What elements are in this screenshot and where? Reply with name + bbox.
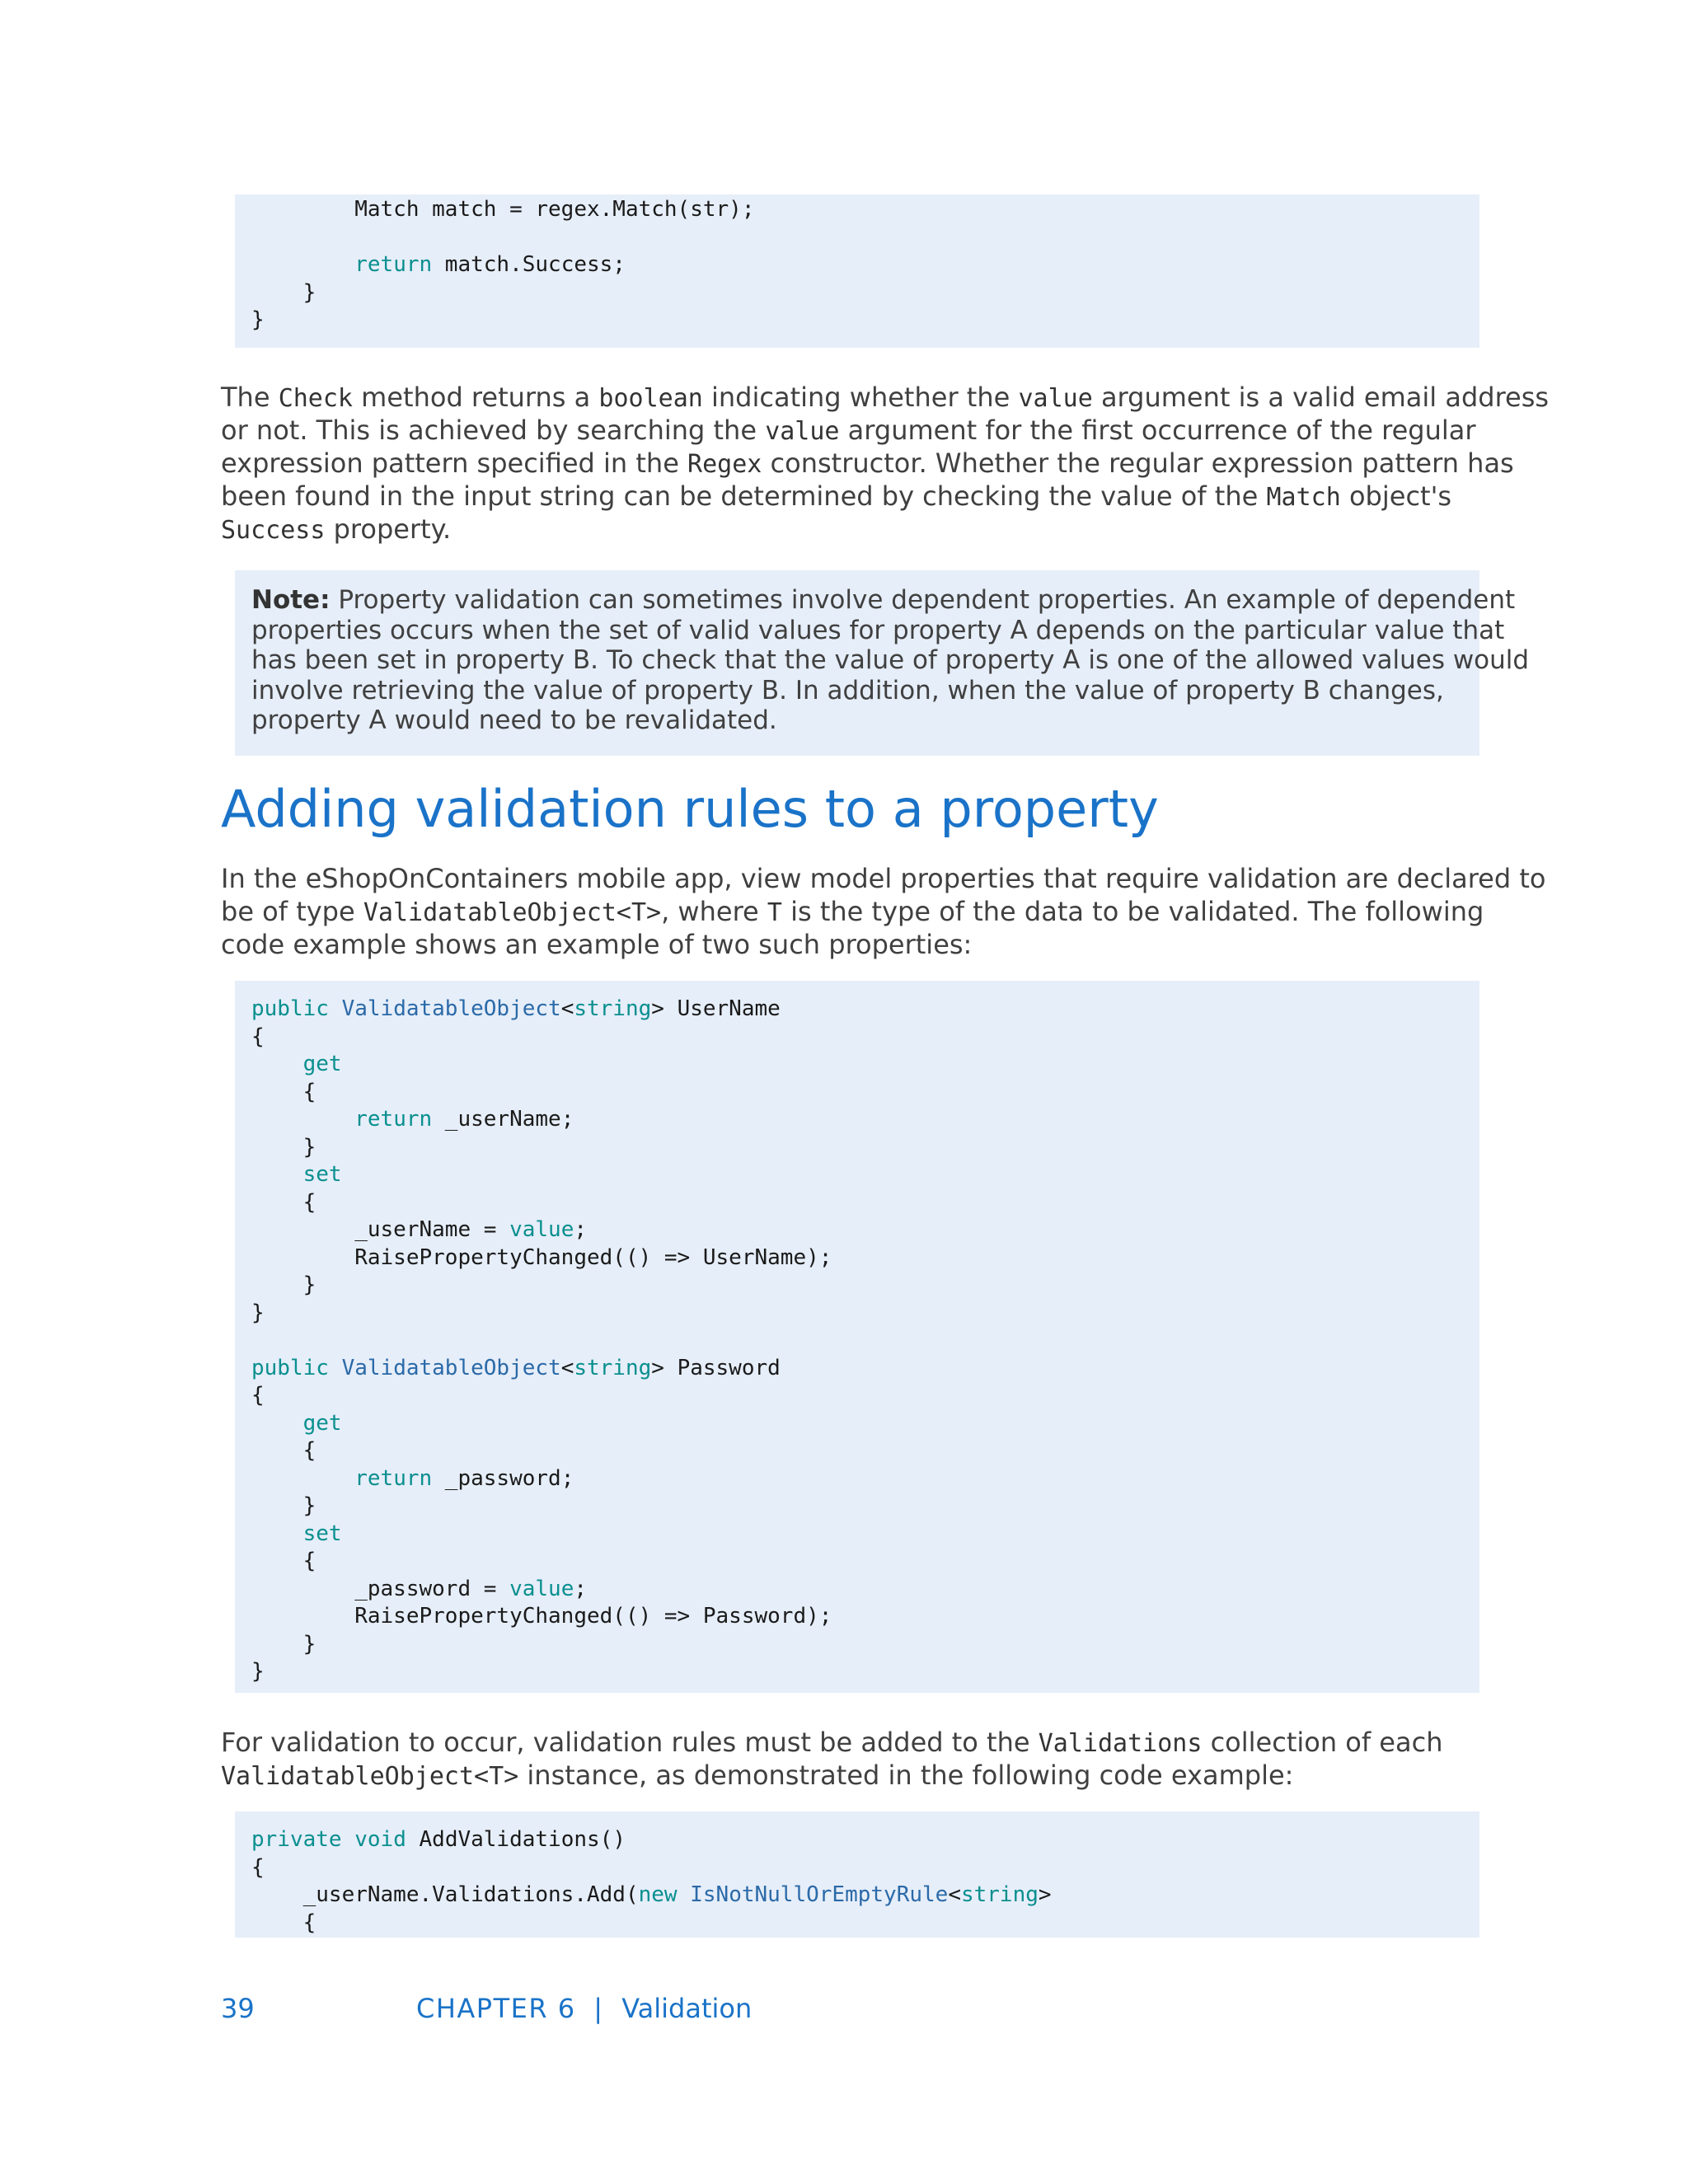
note-line: property A would need to be revalidated.: [251, 705, 777, 735]
code-line: [251, 1465, 1479, 1493]
code-text: Match match = regex.Match(str);: [251, 197, 755, 222]
code-keyword: new: [638, 1882, 678, 1907]
code-text: }: [251, 279, 316, 305]
code-text: {: [251, 1189, 316, 1215]
text-run: been found in the input string can be determined by checking the value of the: [221, 480, 1267, 512]
paragraph-validatable-object: [221, 862, 1546, 961]
code-line: [251, 196, 1479, 224]
text-run: argument for the first occurrence of the regular: [839, 415, 1476, 446]
code-line: [251, 1024, 1479, 1052]
code-line: [251, 1854, 1479, 1882]
code-keyword: return: [354, 1107, 433, 1132]
text-run: or not. This is achieved by searching the: [221, 415, 766, 446]
code-text: RaisePropertyChanged(() => UserName);: [251, 1244, 832, 1270]
code-keyword: return: [354, 1465, 433, 1491]
code-line: [251, 1658, 1479, 1686]
code-line: [251, 1327, 1479, 1355]
chapter-label: CHAPTER 6: [416, 1993, 576, 2024]
code-text: <: [948, 1882, 961, 1907]
code-text: }: [251, 1659, 265, 1684]
text-run: indicating whether the: [702, 382, 1019, 413]
code-keyword: set: [302, 1521, 342, 1546]
text-run: argument is a valid email address: [1092, 382, 1550, 413]
code-line: [251, 1548, 1479, 1576]
paragraph-line: [221, 1759, 1474, 1792]
code-line: [251, 1882, 1479, 1910]
code-keyword: set: [302, 1162, 342, 1187]
text-run: expression pattern specified in the: [221, 448, 688, 479]
code-line: [251, 251, 1479, 279]
code-text: {: [251, 1910, 316, 1935]
paragraph-line: [221, 862, 1546, 895]
paragraph-check-method: [221, 381, 1550, 546]
code-line: [251, 1189, 1479, 1217]
code-line: [251, 1437, 1479, 1465]
inline-code: value: [765, 417, 840, 446]
code-line: [251, 1521, 1479, 1549]
paragraph-line: [221, 895, 1484, 928]
code-text: }: [251, 1272, 316, 1297]
inline-code: boolean: [598, 384, 703, 413]
inline-code: ValidatableObject<T>: [363, 898, 662, 927]
code-text: <: [560, 996, 574, 1021]
code-line: [251, 1106, 1479, 1134]
text-run: collection of each: [1202, 1727, 1443, 1758]
code-line: [251, 1216, 1479, 1244]
code-line: [251, 1910, 1479, 1938]
code-text: AddValidations(): [406, 1827, 626, 1852]
code-text: > UserName: [651, 996, 781, 1021]
code-text: }: [251, 1134, 316, 1160]
text-run: be of type: [221, 896, 363, 927]
code-text: _userName;: [432, 1107, 574, 1132]
text-run: instance, as demonstrated in the following code example:: [518, 1760, 1294, 1791]
inline-code: ValidatableObject<T>: [221, 1762, 519, 1791]
code-text: [251, 252, 354, 277]
note-line: involve retrieving the value of property B. In addition, when the value of property B changes,: [251, 675, 1444, 705]
note-line: Note: Property validation can sometimes involve dependent properties. An example of dependent: [251, 585, 1516, 615]
chapter-section: Validation: [621, 1993, 753, 2024]
code-text: }: [251, 1300, 265, 1325]
inline-code: Check: [278, 384, 353, 413]
code-text: match.Success;: [432, 252, 626, 277]
code-keyword: value: [509, 1576, 574, 1601]
inline-code: Match: [1266, 483, 1341, 512]
code-text: > Password: [651, 1355, 781, 1380]
inline-code: Success: [221, 516, 326, 545]
paragraph-line: [221, 480, 1474, 513]
paragraph-validations-collection: [221, 1726, 1474, 1792]
code-line: [251, 1161, 1479, 1189]
code-keyword: return: [354, 252, 433, 277]
paragraph-line: [221, 1726, 1474, 1759]
code-type: ValidatableObject: [341, 1355, 561, 1380]
code-text: [342, 1827, 355, 1852]
code-line: [251, 1244, 1479, 1272]
code-text: [678, 1882, 691, 1907]
text-run: constructor. Whether the regular expression pattern has: [762, 448, 1514, 479]
inline-code: Validations: [1038, 1729, 1203, 1758]
code-text: [329, 996, 342, 1021]
code-line: [251, 996, 1479, 1024]
code-keyword: private: [251, 1827, 342, 1852]
code-type: IsNotNullOrEmptyRule: [690, 1882, 949, 1907]
code-line: [251, 307, 1479, 335]
paragraph-line: [221, 928, 1474, 961]
code-line: [251, 1826, 1479, 1854]
code-text: [251, 1107, 354, 1132]
code-block-properties: [235, 981, 1479, 1693]
code-text: [251, 1411, 303, 1436]
code-text: {: [251, 1438, 316, 1463]
code-keyword: void: [354, 1827, 406, 1852]
code-text: _userName.Validations.Add(: [251, 1882, 639, 1907]
code-keyword: get: [302, 1410, 342, 1436]
text-run: , where: [661, 896, 767, 927]
code-text: <: [560, 1355, 574, 1380]
code-block-add-validations: [235, 1811, 1479, 1938]
code-type: ValidatableObject: [341, 996, 561, 1021]
code-line: [251, 1051, 1479, 1079]
code-line: [251, 1382, 1479, 1410]
code-line: [251, 1603, 1479, 1631]
text-run: property.: [325, 513, 452, 545]
note-label: Note:: [251, 585, 331, 615]
note-box: [235, 570, 1530, 756]
text-run: The: [221, 382, 279, 413]
code-line: [251, 224, 1479, 252]
note-line: has been set in property B. To check that the value of property A is one of the allowed values would: [251, 645, 1530, 675]
code-text: [251, 1052, 303, 1076]
section-heading: Adding validation rules to a property: [221, 779, 1159, 839]
code-text: {: [251, 1549, 316, 1573]
code-keyword: string: [574, 996, 652, 1021]
text-run: For validation to occur, validation rules must be added to the: [221, 1727, 1039, 1758]
code-line: [251, 1493, 1479, 1521]
code-line: [251, 1355, 1479, 1383]
code-keyword: get: [302, 1052, 342, 1076]
code-keyword: value: [509, 1217, 574, 1242]
code-text: }: [251, 307, 265, 332]
page-number: 39: [221, 1993, 255, 2024]
code-keyword: string: [574, 1355, 652, 1380]
text-run: object's: [1340, 480, 1452, 512]
code-text: }: [251, 1493, 316, 1518]
code-line: [251, 1300, 1479, 1328]
inline-code: Regex: [687, 450, 762, 479]
code-text: [329, 1356, 342, 1380]
text-run: In the eShopOnContainers mobile app, view model properties that require validation are declared to: [221, 863, 1546, 894]
code-text: }: [251, 1631, 316, 1657]
code-line: [251, 1079, 1479, 1107]
inline-code: value: [1018, 384, 1093, 413]
code-line: [251, 279, 1479, 307]
chapter-footer: [416, 1990, 752, 2027]
code-text: {: [251, 1024, 265, 1049]
code-text: ;: [574, 1217, 588, 1242]
footer-separator: |: [593, 1993, 604, 2024]
note-line: properties occurs when the set of valid values for property A depends on the particular value that: [251, 615, 1505, 645]
code-text: {: [251, 1079, 316, 1104]
paragraph-line: [221, 513, 1474, 546]
code-text: _password;: [432, 1465, 574, 1491]
code-line: [251, 1272, 1479, 1300]
code-line: [251, 1631, 1479, 1659]
code-text: _userName =: [251, 1217, 510, 1242]
code-keyword: public: [251, 996, 329, 1021]
code-text: >: [1038, 1882, 1052, 1907]
paragraph-line: [221, 447, 1514, 480]
code-text: RaisePropertyChanged(() => Password);: [251, 1604, 832, 1629]
code-line: [251, 1410, 1479, 1438]
code-text: [251, 1521, 303, 1546]
inline-code: T: [767, 898, 782, 927]
code-text: ;: [574, 1576, 588, 1601]
code-keyword: string: [960, 1882, 1039, 1907]
text-run: method returns a: [353, 382, 599, 413]
code-line: [251, 1576, 1479, 1604]
code-block-regex-match: [235, 194, 1479, 348]
text-run: code example shows an example of two such properties:: [221, 929, 973, 960]
text-run: is the type of the data to be validated. The following: [781, 896, 1484, 927]
code-keyword: public: [251, 1355, 329, 1380]
code-text: {: [251, 1383, 265, 1408]
code-text: [251, 1466, 354, 1491]
code-line: [251, 1134, 1479, 1162]
code-text: [251, 1162, 303, 1187]
paragraph-line: [221, 414, 1474, 447]
paragraph-line: [221, 381, 1550, 414]
code-text: _password =: [251, 1576, 510, 1601]
code-text: {: [251, 1854, 265, 1880]
